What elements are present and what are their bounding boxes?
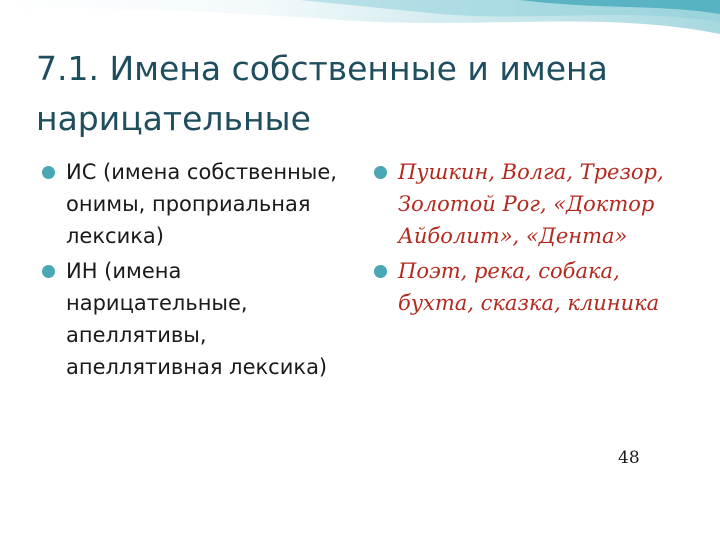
list-item <box>40 156 360 252</box>
right-column <box>372 156 692 322</box>
bullet-icon <box>42 166 55 179</box>
list-item-text: Поэт, река, собака, бухта, сказка, клиника <box>398 259 660 315</box>
list-item <box>372 156 692 252</box>
bullet-icon <box>42 265 55 278</box>
list-item <box>40 255 360 383</box>
left-column <box>40 156 360 386</box>
list-item-text: ИН (имена нарицательные, апеллятивы, апеллятивная лексика) <box>66 259 328 379</box>
list-item-text: ИС (имена собственные, онимы, проприальная лексика) <box>66 160 337 248</box>
bullet-icon <box>374 166 387 179</box>
slide-title: 7.1. Имена собственные и имена нарицательные <box>36 49 608 138</box>
list-item <box>372 255 692 319</box>
bullet-icon <box>374 265 387 278</box>
page-number: 48 <box>618 448 640 468</box>
list-item-text: Пушкин, Волга, Трезор, Золотой Рог, «Доктор Айболит», «Дента» <box>398 160 664 248</box>
